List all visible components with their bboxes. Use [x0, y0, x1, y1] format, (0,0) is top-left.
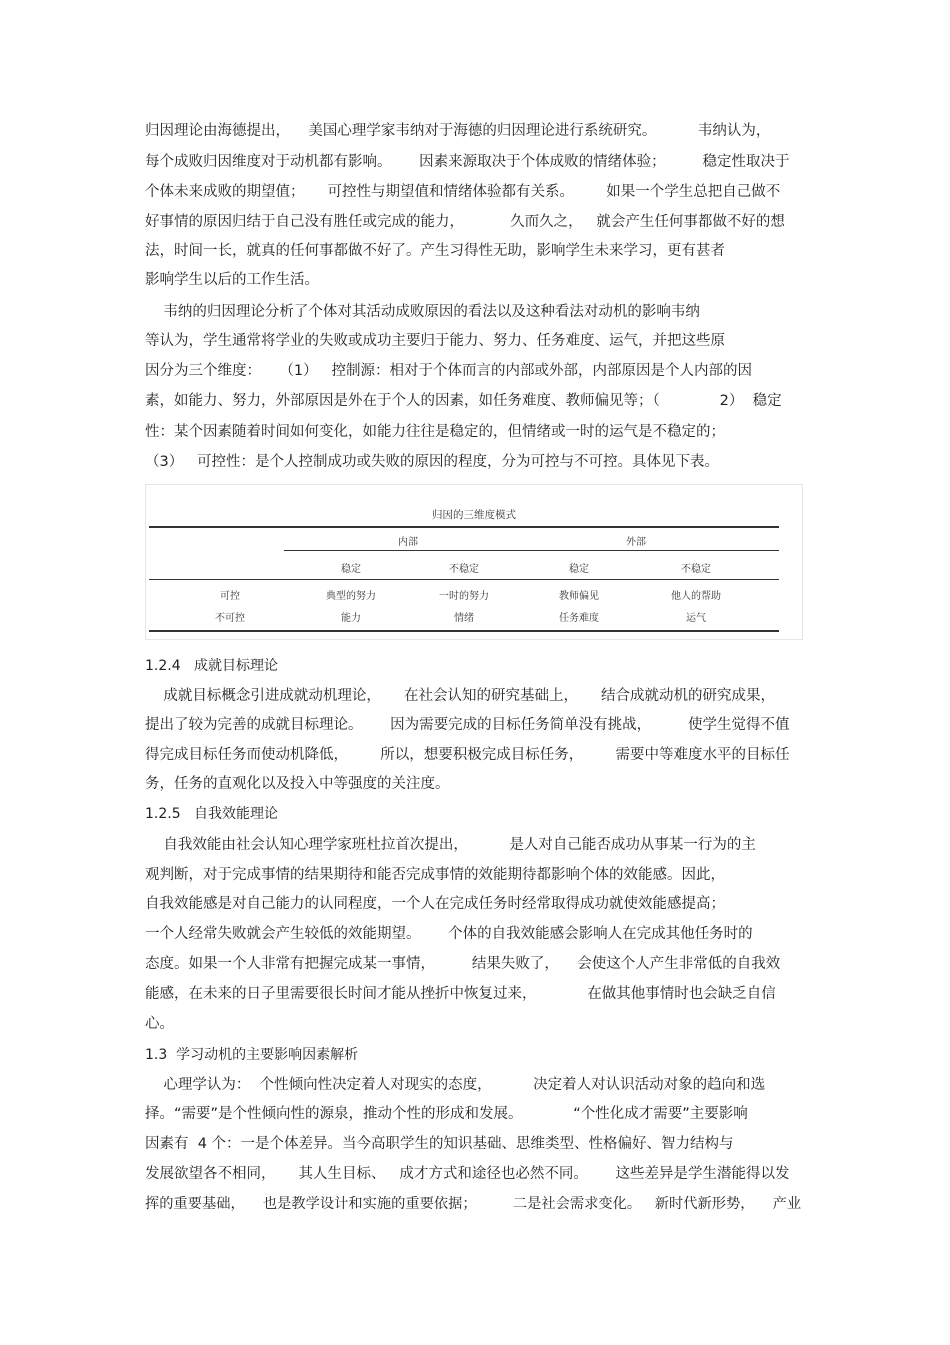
text-line: 归因理论由海德提出， 美国心理学家韦纳对于海德的归因理论进行系统研究。 韦纳认为，: [145, 123, 771, 139]
text-line: 提出了较为完善的成就目标理论。 因为需要完成的目标任务简单没有挑战， 使学生觉得不值: [145, 717, 790, 733]
text-line: 素，如能力、努力，外部原因是外在于个人的因素，如任务难度、教师偏见等；（ 2） 稳定: [145, 393, 782, 409]
group-header-external: 外部: [626, 537, 646, 548]
text-line: 择。“需要”是个性倾向性的源泉，推动个性的形成和发展。 “个性化成才需要”主要影响: [145, 1106, 748, 1122]
text-line: 成就目标概念引进成就动机理论， 在社会认知的研究基础上， 结合成就动机的研究成果，: [145, 688, 776, 704]
text-line: 得完成目标任务而使动机降低， 所以，想要积极完成目标任务， 需要中等难度水平的目标任: [145, 747, 790, 763]
section-heading-1-3: 1.3 学习动机的主要影响因素解析: [145, 1047, 359, 1063]
text-line: 态度。如果一个人非常有把握完成某一事情， 结果失败了， 会使这个人产生非常低的自我效: [145, 956, 781, 972]
text-line: 因素有 4 个：一是个体差异。当今高职学生的知识基础、思维类型、性格偏好、智力结构与: [145, 1136, 734, 1152]
text-line: 法，时间一长，就真的任何事都做不好了。产生习得性无助，影响学生未来学习，更有甚者: [145, 243, 725, 259]
table-cell: 任务难度: [559, 613, 599, 624]
text-line: 韦纳的归因理论分析了个体对其活动成败原因的看法以及这种看法对动机的影响韦纳: [145, 304, 700, 320]
section-heading-1-2-5: 1.2.5 自我效能理论: [145, 806, 278, 822]
table-cell: 能力: [341, 613, 361, 624]
table-top-rule: [149, 526, 779, 528]
table-bottom-rule: [149, 630, 779, 632]
table-cell: 他人的帮助: [671, 591, 721, 602]
text-line: 等认为，学生通常将学业的失败或成功主要归于能力、努力、任务难度、运气，并把这些原: [145, 333, 725, 349]
section-heading-1-2-4: 1.2.4 成就目标理论: [145, 658, 278, 674]
text-line: （3） 可控性：是个人控制成功或失败的原因的程度，分为可控与不可控。具体见下表。: [145, 454, 720, 470]
text-line: 自我效能由社会认知心理学家班杜拉首次提出， 是人对自己能否成功从事某一行为的主: [145, 837, 756, 853]
table-cell: 运气: [686, 613, 706, 624]
attribution-dimensions-table: [145, 484, 803, 640]
table-caption: 归因的三维度模式: [432, 509, 516, 521]
header-rule: [149, 579, 779, 580]
sub-header: 稳定: [341, 564, 361, 575]
text-line: 个体未来成败的期望值； 可控性与期望值和情绪体验都有关系。 如果一个学生总把自己做不: [145, 184, 781, 200]
text-line: 务，任务的直观化以及投入中等强度的关注度。: [145, 776, 450, 792]
text-line: 自我效能感是对自己能力的认同程度，一个人在完成任务时经常取得成功就使效能感提高；: [145, 896, 725, 912]
sub-header: 不稳定: [449, 564, 479, 575]
sub-header: 不稳定: [681, 564, 711, 575]
text-line: 能感，在未来的日子里需要很长时间才能从挫折中恢复过来， 在做其他事情时也会缺乏自信: [145, 986, 776, 1002]
table-cell: 典型的努力: [326, 591, 376, 602]
text-line: 心。: [145, 1016, 174, 1032]
table-cell: 情绪: [454, 613, 474, 624]
group-rule: [284, 550, 779, 551]
text-line: 好事情的原因归结于自己没有胜任或完成的能力， 久而久之， 就会产生任何事都做不好的想: [145, 214, 785, 230]
row-label: 可控: [220, 591, 240, 602]
text-line: 观判断，对于完成事情的结果期待和能否完成事情的效能期待都影响个体的效能感。因此，: [145, 867, 725, 883]
table-cell: 教师偏见: [559, 591, 599, 602]
sub-header: 稳定: [569, 564, 589, 575]
text-line: 性：某个因素随着时间如何变化，如能力往往是稳定的，但情绪或一时的运气是不稳定的；: [145, 424, 725, 440]
row-label: 不可控: [215, 613, 245, 624]
text-line: 一个人经常失败就会产生较低的效能期望。 个体的自我效能感会影响人在完成其他任务时的: [145, 926, 753, 942]
text-line: 挥的重要基础， 也是教学设计和实施的重要依据； 二是社会需求变化。 新时代新形势， 产业: [145, 1196, 802, 1212]
text-line: 因分为三个维度： （1） 控制源：相对于个体而言的内部或外部，内部原因是个人内部的因: [145, 363, 752, 379]
group-header-internal: 内部: [398, 537, 418, 548]
text-line: 心理学认为： 个性倾向性决定着人对现实的态度， 决定着人对认识活动对象的趋向和选: [145, 1077, 766, 1093]
text-line: 影响学生以后的工作生活。: [145, 272, 319, 288]
text-line: 发展欲望各不相同， 其人生目标、 成才方式和途径也必然不同。 这些差异是学生潜能得以发: [145, 1166, 790, 1182]
text-line: 每个成败归因维度对于动机都有影响。 因素来源取决于个体成败的情绪体验； 稳定性取决于: [145, 154, 790, 170]
table-cell: 一时的努力: [439, 591, 489, 602]
